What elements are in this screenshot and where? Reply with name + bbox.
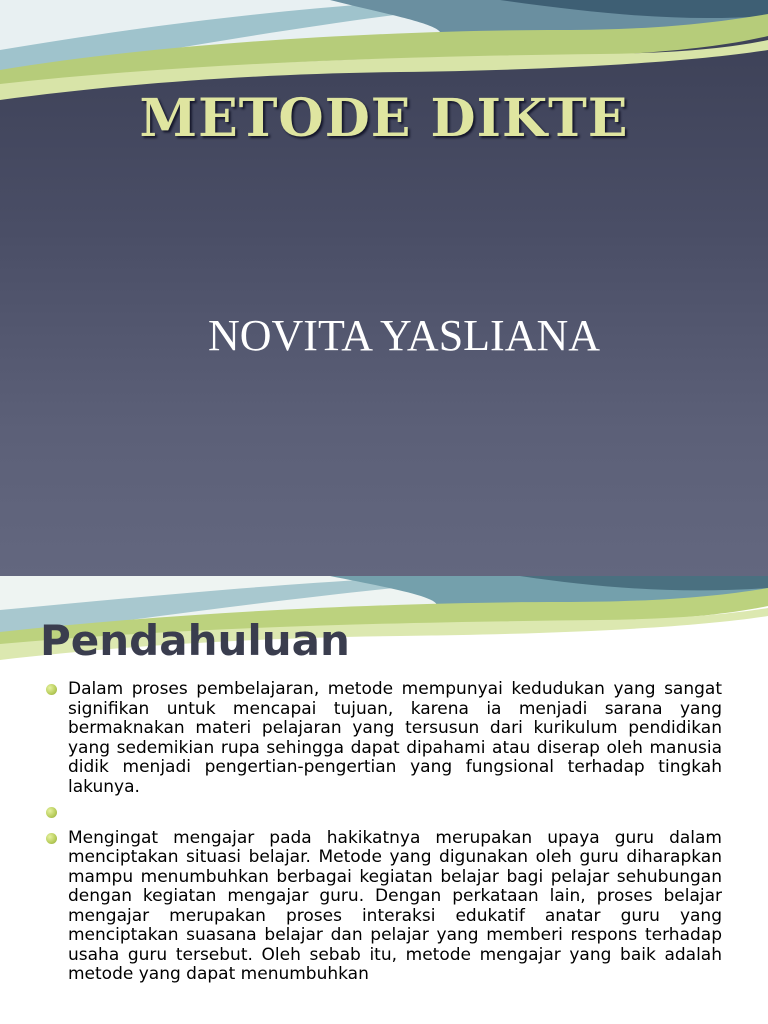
bullet-icon — [46, 684, 57, 695]
bullet-item — [46, 803, 722, 823]
bullet-item — [46, 829, 722, 985]
bullet-item — [46, 680, 722, 797]
bullet-text: Dalam proses pembelajaran, metode mempunyai kedudukan yang sangat signifikan untuk mencapai tujuan, karena ia menjadi sarana yang bermaknakan materi pelajaran yang tersusun dari kurikulum pendidikan yang sedemikian rupa sehingga dapat dipahami atau diserap oleh manusia didik menjadi pengertian-pengertian yang fungsional terhadap tingkah lakunya. — [68, 679, 722, 797]
content-slide — [0, 576, 768, 1024]
slide-title: Pendahuluan — [40, 616, 350, 665]
slide-title: METODE DIKTE — [139, 88, 629, 149]
bullet-icon — [46, 807, 57, 818]
bullet-text: Mengingat mengajar pada hakikatnya merupakan upaya guru dalam menciptakan situasi belajar. Metode yang digunakan oleh guru diharapkan mampu menumbuhkan berbagai kegiatan belajar bagi pelajar sehubungan dengan kegiatan mengajar guru. Dengan perkataan lain, proses belajar mengajar merupakan proses interaksi edukatif anatar guru yang menciptakan suasana belajar dan pelajar yang memberi respons terhadap usaha guru tersebut. Oleh sebab itu, metode mengajar yang baik adalah metode yang dapat menumbuhkan — [68, 827, 722, 984]
slide-subtitle: NOVITA YASLIANA — [207, 311, 601, 360]
bullet-icon — [46, 833, 57, 844]
bullet-list — [46, 680, 722, 991]
